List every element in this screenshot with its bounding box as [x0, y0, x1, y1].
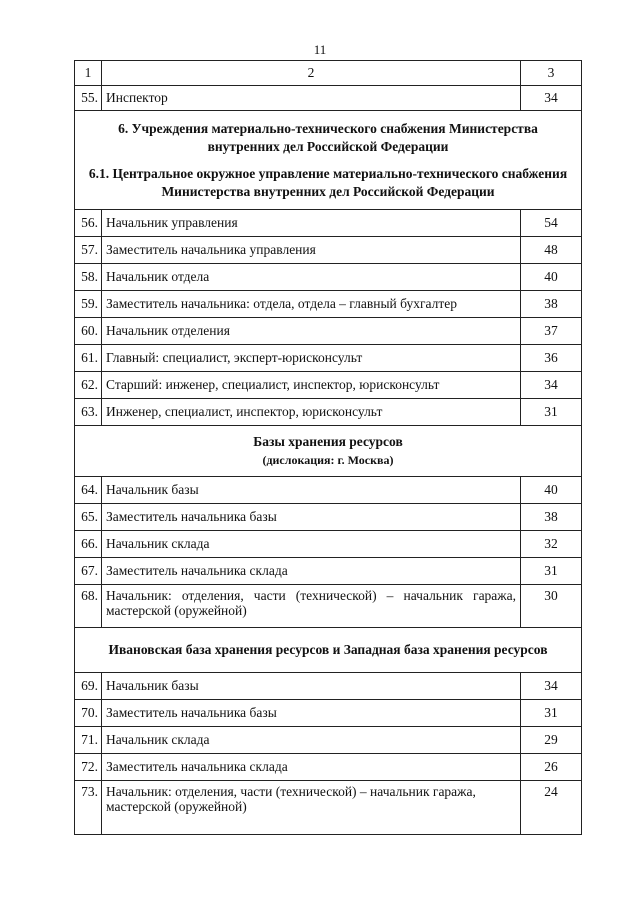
row-value: 32 — [521, 531, 582, 558]
row-value: 26 — [521, 754, 582, 781]
table-row — [75, 781, 582, 835]
row-number: 72. — [75, 754, 102, 781]
table-row — [75, 86, 582, 111]
row-number: 60. — [75, 318, 102, 345]
header-col-1: 1 — [75, 61, 102, 86]
row-value: 40 — [521, 264, 582, 291]
table-row — [75, 504, 582, 531]
row-title: Начальник базы — [102, 477, 521, 504]
table-row — [75, 727, 582, 754]
section-title: Базы хранения ресурсов — [253, 434, 403, 449]
row-title: Заместитель начальника базы — [102, 700, 521, 727]
row-number: 56. — [75, 210, 102, 237]
header-col-2: 2 — [102, 61, 521, 86]
row-number: 65. — [75, 504, 102, 531]
row-value: 34 — [521, 372, 582, 399]
row-title: Заместитель начальника склада — [102, 558, 521, 585]
table-row — [75, 399, 582, 426]
row-title: Заместитель начальника базы — [102, 504, 521, 531]
section-subtitle: 6.1. Центральное окружное управление материально-технического снабжения Министерства внутренних дел Российской Федерации — [88, 165, 568, 199]
row-value: 30 — [521, 585, 582, 628]
table-row — [75, 318, 582, 345]
row-value: 36 — [521, 345, 582, 372]
row-value: 31 — [521, 558, 582, 585]
section-title: 6. Учреждения материально-технического снабжения Министерства внутренних дел Российской Федерации — [118, 120, 538, 154]
row-title: Начальник склада — [102, 531, 521, 558]
table-row — [75, 558, 582, 585]
table-row — [75, 700, 582, 727]
section-header-3 — [75, 628, 582, 673]
row-number: 61. — [75, 345, 102, 372]
table-row — [75, 210, 582, 237]
row-number: 69. — [75, 673, 102, 700]
row-value: 37 — [521, 318, 582, 345]
row-title: Старший: инженер, специалист, инспектор, юрисконсульт — [102, 372, 521, 399]
row-number: 64. — [75, 477, 102, 504]
row-number: 71. — [75, 727, 102, 754]
table-row — [75, 372, 582, 399]
row-title: Заместитель начальника: отдела, отдела – главный бухгалтер — [102, 291, 521, 318]
row-number: 58. — [75, 264, 102, 291]
table-row — [75, 291, 582, 318]
row-value: 24 — [521, 781, 582, 835]
row-value: 40 — [521, 477, 582, 504]
row-number: 59. — [75, 291, 102, 318]
row-number: 55. — [75, 86, 102, 111]
row-number: 73. — [75, 781, 102, 835]
row-title: Главный: специалист, эксперт-юрисконсульт — [102, 345, 521, 372]
row-number: 70. — [75, 700, 102, 727]
row-value: 38 — [521, 291, 582, 318]
row-title: Начальник базы — [102, 673, 521, 700]
row-title: Инспектор — [102, 86, 521, 111]
table-row — [75, 673, 582, 700]
row-title: Начальник отделения — [102, 318, 521, 345]
row-title: Инженер, специалист, инспектор, юрисконсульт — [102, 399, 521, 426]
row-value: 29 — [521, 727, 582, 754]
positions-table — [74, 60, 582, 835]
table-row — [75, 345, 582, 372]
table-row — [75, 477, 582, 504]
table-row — [75, 237, 582, 264]
table-row — [75, 264, 582, 291]
row-title: Начальник склада — [102, 727, 521, 754]
section-title: Ивановская база хранения ресурсов и Западная база хранения ресурсов — [108, 642, 548, 657]
table-header-row — [75, 61, 582, 86]
row-title: Заместитель начальника склада — [102, 754, 521, 781]
row-value: 38 — [521, 504, 582, 531]
row-number: 63. — [75, 399, 102, 426]
page-number: 11 — [313, 42, 327, 57]
row-value: 54 — [521, 210, 582, 237]
row-number: 62. — [75, 372, 102, 399]
row-title: Начальник: отделения, части (технической) – начальник гаража, мастерской (оружейной) — [102, 781, 521, 835]
row-number: 66. — [75, 531, 102, 558]
row-value: 34 — [521, 673, 582, 700]
row-number: 68. — [75, 585, 102, 628]
row-value: 34 — [521, 86, 582, 111]
section-header-1 — [75, 111, 582, 210]
section-subtitle: (дислокация: г. Москва) — [262, 453, 394, 467]
table-row — [75, 754, 582, 781]
table-row — [75, 585, 582, 628]
section-header-2 — [75, 426, 582, 477]
table-row — [75, 531, 582, 558]
row-number: 67. — [75, 558, 102, 585]
header-col-3: 3 — [521, 61, 582, 86]
row-value: 48 — [521, 237, 582, 264]
row-number: 57. — [75, 237, 102, 264]
row-title: Начальник отдела — [102, 264, 521, 291]
row-title: Заместитель начальника управления — [102, 237, 521, 264]
row-value: 31 — [521, 399, 582, 426]
row-title: Начальник управления — [102, 210, 521, 237]
row-value: 31 — [521, 700, 582, 727]
row-title: Начальник: отделения, части (технической) – начальник гаража, мастерской (оружейной) — [102, 585, 521, 628]
